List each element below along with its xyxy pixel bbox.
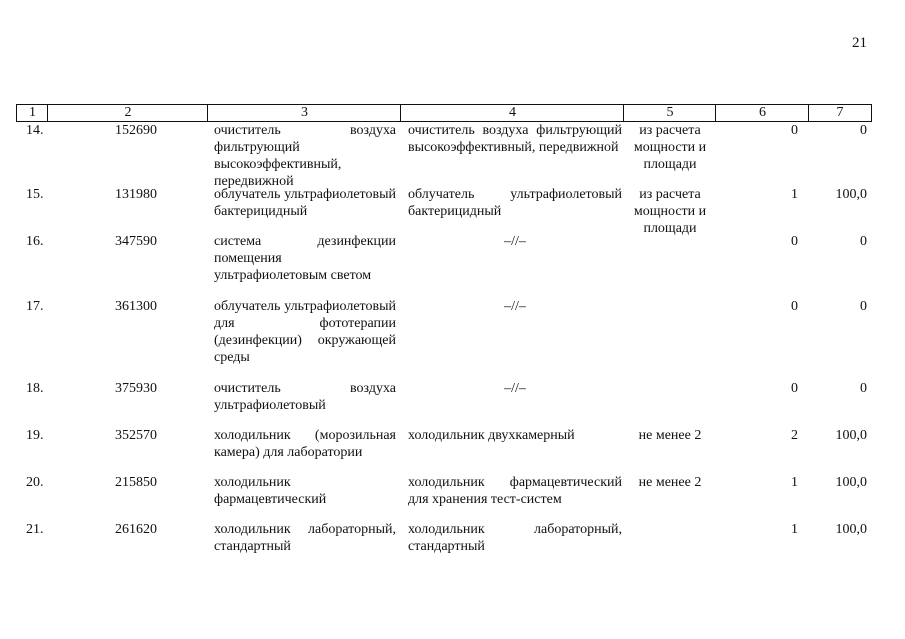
row-number: 16.	[26, 234, 44, 249]
row-code: 215850	[115, 475, 157, 490]
row-name: холодильник фармацевтический	[214, 475, 327, 507]
row-spec: облучатель ультрафиолетовый бактерицидный	[408, 187, 622, 219]
row-percent: 100,0	[835, 428, 867, 443]
row-name: облучатель ультрафиолетовый для фототерапии (дезинфекции) окружающей среды	[214, 299, 396, 365]
column-header-3: 3	[207, 104, 401, 122]
row-requirement: из расчета мощности и площади	[633, 187, 707, 236]
row-requirement: не менее 2	[638, 428, 702, 443]
row-code: 352570	[115, 428, 157, 443]
row-spec: –//–	[504, 381, 526, 396]
row-percent: 100,0	[835, 522, 867, 537]
column-header-5: 5	[623, 104, 716, 122]
row-quantity: 0	[791, 381, 798, 396]
page-number: 21	[852, 35, 867, 51]
row-quantity: 0	[791, 123, 798, 138]
column-header-6: 6	[715, 104, 809, 122]
row-quantity: 0	[791, 299, 798, 314]
column-header-2: 2	[47, 104, 208, 122]
row-name: холодильник лабораторный, стандартный	[214, 522, 396, 554]
row-code: 347590	[115, 234, 157, 249]
row-name: система дезинфекции помещения ультрафиолетовым светом	[214, 234, 396, 283]
row-name: очиститель воздуха фильтрующий высокоэффективный, передвижной	[214, 123, 396, 189]
row-code: 361300	[115, 299, 157, 314]
row-number: 14.	[26, 123, 44, 138]
row-requirement: из расчета мощности и площади	[633, 123, 707, 172]
row-number: 21.	[26, 522, 44, 537]
row-quantity: 1	[791, 187, 798, 202]
row-name: холодильник (морозильная камера) для лаборатории	[214, 428, 396, 460]
row-percent: 100,0	[835, 475, 867, 490]
row-percent: 0	[860, 123, 867, 138]
column-header-7: 7	[808, 104, 872, 122]
column-header-1: 1	[16, 104, 48, 122]
row-percent: 0	[860, 299, 867, 314]
row-percent: 0	[860, 234, 867, 249]
row-quantity: 1	[791, 522, 798, 537]
row-quantity: 0	[791, 234, 798, 249]
table-header	[16, 104, 871, 121]
row-percent: 100,0	[835, 187, 867, 202]
row-code: 131980	[115, 187, 157, 202]
row-code: 152690	[115, 123, 157, 138]
row-quantity: 1	[791, 475, 798, 490]
row-number: 19.	[26, 428, 44, 443]
row-name: очиститель воздуха ультрафиолетовый	[214, 381, 396, 413]
row-number: 17.	[26, 299, 44, 314]
row-number: 20.	[26, 475, 44, 490]
row-code: 261620	[115, 522, 157, 537]
row-requirement: не менее 2	[638, 475, 702, 490]
column-header-4: 4	[400, 104, 624, 122]
row-quantity: 2	[791, 428, 798, 443]
row-number: 15.	[26, 187, 44, 202]
row-percent: 0	[860, 381, 867, 396]
row-spec: –//–	[504, 299, 526, 314]
row-spec: холодильник фармацевтический для хранения тест-систем	[408, 475, 622, 507]
row-spec: холодильник двухкамерный	[408, 428, 575, 443]
row-name: облучатель ультрафиолетовый бактерицидный	[214, 187, 396, 219]
row-spec: очиститель воздуха фильтрующий высокоэффективный, передвижной	[408, 123, 622, 155]
row-spec: холодильник лабораторный, стандартный	[408, 522, 622, 554]
row-code: 375930	[115, 381, 157, 396]
row-number: 18.	[26, 381, 44, 396]
row-spec: –//–	[504, 234, 526, 249]
